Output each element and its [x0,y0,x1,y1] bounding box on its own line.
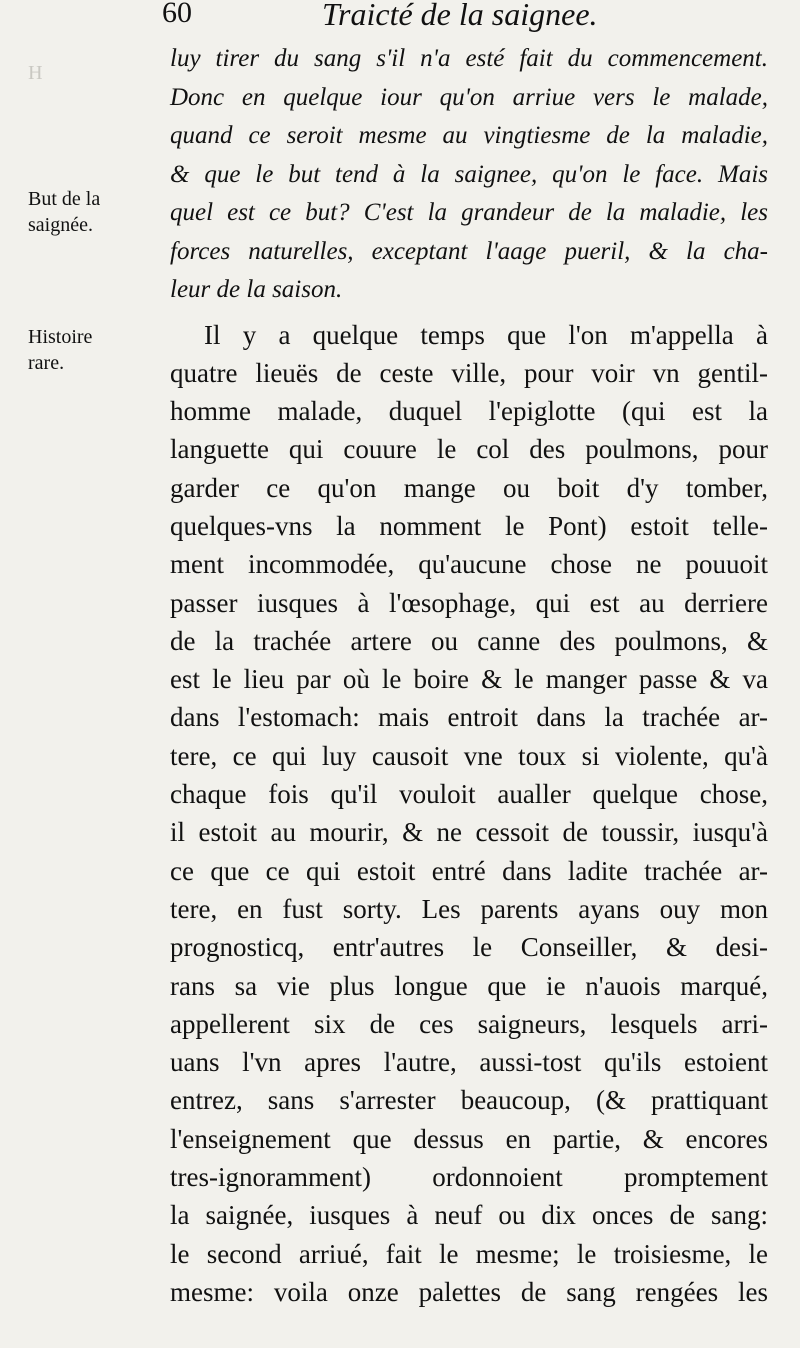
text-line: quatre lieuës de ceste ville, pour voir vn gentil- [170,357,768,388]
text-line: quel est ce but? C'est la grandeur de la maladie, les [170,199,768,226]
margin-note-histoire [28,324,92,376]
text-line: leur de la saison. [170,276,343,303]
margin-note-line: Histoire [28,326,93,348]
running-title: Traicté de la saignee. [322,0,598,32]
page-number: 60 [162,0,192,29]
text-line: tres-ignoramment) ordonnoient promptement [170,1162,768,1193]
page-header [162,0,782,30]
text-line: ment incommodée, qu'aucune chose ne pouuoit [170,549,768,580]
text-line: est le lieu par où le boire & le manger passe & va [170,664,768,695]
text-line: chaque fois qu'il vouloit aualler quelque chose, [170,779,768,810]
text-line: tere, ce qui luy causoit vne toux si violente, qu'à [170,740,768,771]
margin-note-line: saignée. [28,214,93,236]
text-line: passer iusques à l'œsophage, qui est au derriere [170,587,768,618]
text-line: uans l'vn apres l'autre, aussi-tost qu'ils estoient [170,1047,768,1078]
text-line: Donc en quelque iour qu'on arriue vers le malade, [170,83,768,111]
text-line: forces naturelles, exceptant l'aage pueril, & la cha- [170,237,768,265]
text-line: homme malade, duquel l'epiglotte (qui est la [170,396,768,427]
margin-note-line: But de la [28,188,101,210]
text-line: mesme: voila onze palettes de sang rengées les [170,1276,768,1307]
text-line: appellerent six de ces saigneurs, lesquels arri- [170,1008,768,1039]
main-text [170,40,768,1311]
text-line: prognosticq, entr'autres le Conseiller, & desi- [170,932,768,963]
show-through-text: H [28,62,43,84]
text-line: garder ce qu'on mange ou boit d'y tomber, [170,472,768,503]
margin-note-line: rare. [28,352,65,374]
text-line: luy tirer du sang s'il n'a esté fait du commencement. [170,45,768,72]
text-line: dans l'estomach: mais entroit dans la trachée ar- [170,702,768,733]
text-line: entrez, sans s'arrester beaucoup, (& prattiquant [170,1085,768,1116]
text-line: la saignée, iusques à neuf ou dix onces de sang: [170,1200,768,1231]
text-line: tere, en fust sorty. Les parents ayans ouy mon [170,893,768,924]
text-line: ce que ce qui estoit entré dans ladite trachée ar- [170,855,768,886]
text-line: Il y a quelque temps que l'on m'appella à [204,319,768,350]
text-line: le second arriué, fait le mesme; le troisiesme, le [170,1238,768,1269]
margin-note-but [28,186,100,238]
roman-paragraph [170,316,768,1312]
text-line: quelques-vns la nomment le Pont) estoit telle- [170,510,768,541]
text-line: languette qui couure le col des poulmons, pour [170,434,768,465]
text-line: quand ce seroit mesme au vingtiesme de la maladie, [170,122,768,149]
text-line: il estoit au mourir, & ne cessoit de toussir, iusqu'à [170,817,768,848]
text-line: l'enseignement que dessus en partie, & encores [170,1123,768,1154]
text-line: & que le but tend à la saignee, qu'on le face. Mais [170,160,768,188]
italic-paragraph [170,40,768,310]
text-line: de la trachée artere ou canne des poulmons, & [170,625,768,656]
text-line: rans sa vie plus longue que ie n'auois marqué, [170,970,768,1001]
